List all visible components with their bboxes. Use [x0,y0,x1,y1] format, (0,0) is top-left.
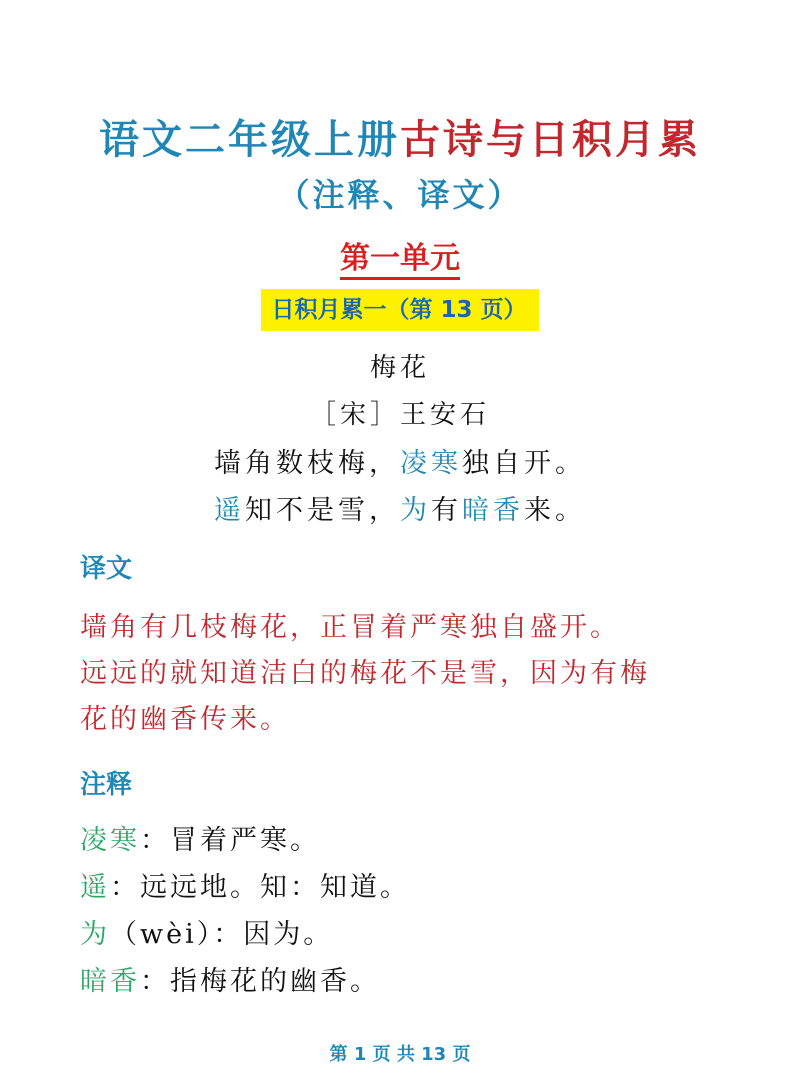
title-part-2: 古诗与日积月累 [400,116,701,163]
poem-line-1-term: 凌寒 [400,448,462,479]
poem-line-2-term-anxiang: 暗香 [462,495,524,526]
poem-line-2-term-yao: 遥 [214,495,245,526]
translation-heading: 译文 [80,554,133,584]
translation-line-1: 墙角有几枝梅花，正冒着严寒独自盛开。 [80,612,620,643]
note-item [80,915,333,955]
poem-line-2 [0,488,800,527]
note-term: 凌寒 [80,825,140,856]
note-text: ：远远地。知：知道。 [110,872,410,903]
note-term: 为 [80,919,110,950]
poem-line-1 [0,441,800,480]
note-term: 遥 [80,872,110,903]
note-text: ：指梅花的幽香。 [140,966,380,997]
poem-line-2-term-wei: 为 [400,495,431,526]
note-item [80,821,320,861]
note-item [80,868,410,908]
translation-line-2: 远远的就知道洁白的梅花不是雪，因为有梅 [80,658,650,689]
page-subtitle: （注释、译文） [277,176,523,214]
section-label-wrap [0,289,800,331]
unit-label: 第一单元 [340,241,460,280]
notes-heading: 注释 [80,770,133,800]
section-label: 日积月累一（第 13 页） [261,289,538,331]
note-item [80,962,380,1002]
note-text: （wèi）：因为。 [110,919,334,950]
page-title [0,108,800,165]
title-part-1: 语文二年级上册 [99,116,400,163]
poem-line-2-part-b: 知不是雪， [245,495,400,526]
poem-line-1-part-a: 墙角数枝梅， [214,448,400,479]
note-term: 暗香 [80,966,140,997]
poem-title: 梅花 [369,353,430,383]
poem-line-2-part-f: 来。 [524,495,586,526]
poem-line-2-part-d: 有 [431,495,462,526]
poem-line-1-part-c: 独自开。 [462,448,586,479]
page-footer: 第 1 页 共 13 页 [329,1044,471,1065]
note-text: ：冒着严寒。 [140,825,320,856]
poem-author: ［宋］王安石 [309,400,490,430]
translation-line-3: 花的幽香传来。 [80,704,290,735]
unit-heading [0,233,800,277]
